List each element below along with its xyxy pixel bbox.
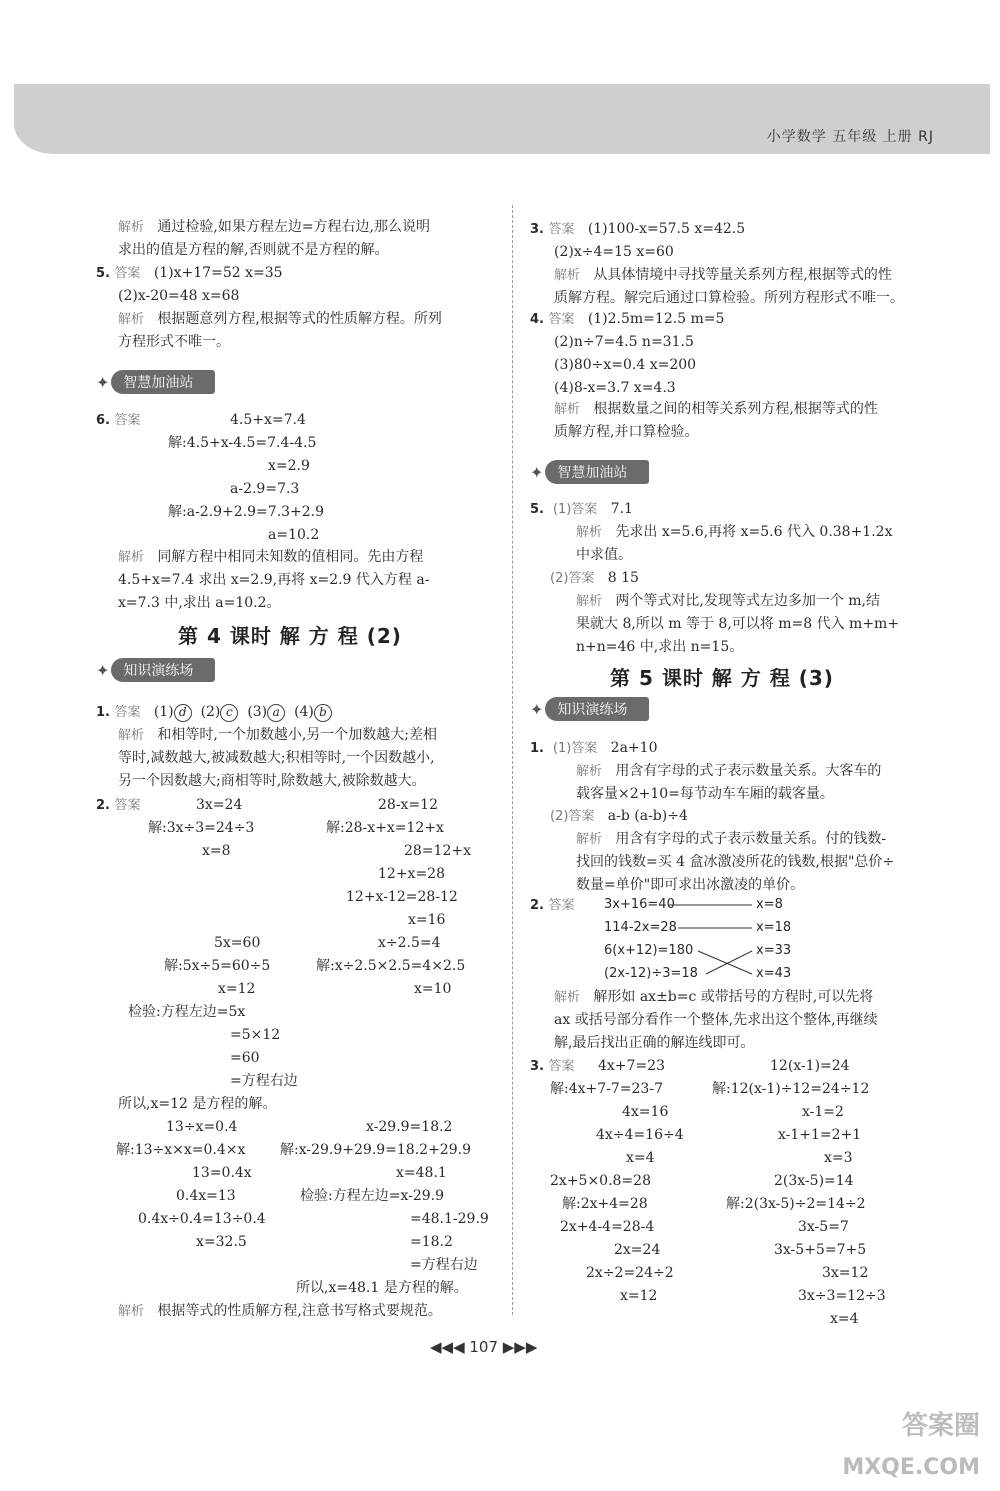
answer: (2)x-20=48 x=68 <box>118 288 240 304</box>
answer: (1)x+17=52 x=35 <box>153 265 283 281</box>
label-daan: (2)答案 <box>550 571 595 586</box>
label-daan: 答案 <box>548 312 575 327</box>
check-line: 检验:方程左边=x-29.9 <box>300 1188 444 1204</box>
check-line: 检验:方程左边=5x <box>128 1004 246 1020</box>
equation: 3x÷3=12÷3 <box>798 1288 886 1304</box>
label-daan: 答案 <box>548 898 575 913</box>
equation: 4x÷4=16÷4 <box>596 1127 684 1143</box>
star-icon: ✦ <box>96 372 110 392</box>
star-icon: ✦ <box>530 699 544 719</box>
text: 等时,减数越大,被减数越大;积相等时,一个因数越小, <box>118 750 435 766</box>
circled-answer: c <box>220 704 238 722</box>
equation: 0.4x=13 <box>176 1188 236 1204</box>
text: 根据数量之间的相等关系列方程,根据等式的性 <box>593 401 878 417</box>
label-jiexi: 解析 <box>118 220 145 235</box>
label-jiexi: 解析 <box>576 832 603 847</box>
check-line: =18.2 <box>410 1234 453 1250</box>
text: 果就大 8,所以 m 等于 8,可以将 m=8 代入 m+m+ <box>576 616 900 632</box>
text: 4.5+x=7.4 求出 x=2.9,再将 x=2.9 代入方程 a- <box>118 572 430 588</box>
equation: a=10.2 <box>268 527 320 543</box>
label-daan: 答案 <box>114 266 141 281</box>
answer: 7.1 <box>610 501 633 517</box>
equation: 解:12(x-1)÷12=24÷12 <box>712 1081 870 1097</box>
question-number: 2. <box>530 898 544 913</box>
text: 解形如 ax±b=c 或带括号的方程时,可以先将 <box>593 989 874 1005</box>
star-icon: ✦ <box>530 462 544 482</box>
label-daan: 答案 <box>548 222 575 237</box>
label-daan: (1)答案 <box>552 502 598 517</box>
check-line: =方程右边 <box>410 1257 478 1273</box>
equation: 0.4x÷0.4=13÷0.4 <box>138 1211 266 1227</box>
label-jiexi: 解析 <box>118 550 145 565</box>
match-right: x=8 <box>756 897 783 912</box>
text: 从具体情境中寻找等量关系列方程,根据等式的性 <box>593 267 892 283</box>
question-number: 2. <box>96 798 110 813</box>
equation: 解:x-29.9+29.9=18.2+29.9 <box>280 1142 471 1158</box>
answer: (1)2.5m=12.5 m=5 <box>587 311 725 327</box>
equation: 3x=24 <box>196 797 243 813</box>
equation: x=48.1 <box>396 1165 447 1181</box>
equation: 28=12+x <box>404 843 471 859</box>
check-line: =方程右边 <box>230 1073 298 1089</box>
choice: (4) <box>294 704 314 720</box>
text: 根据等式的性质解方程,注意书写格式要规范。 <box>157 1303 442 1319</box>
equation: 2x+4-4=28-4 <box>560 1219 655 1235</box>
equation: 28-x=12 <box>378 797 438 813</box>
question-number: 3. <box>530 1059 544 1074</box>
check-line: =5×12 <box>230 1027 281 1043</box>
equation: 解:a-2.9+2.9=7.3+2.9 <box>168 504 325 520</box>
label-daan: (1)答案 <box>552 741 598 756</box>
label-daan: 答案 <box>114 705 141 720</box>
banner-text: 知识演练场 <box>545 697 649 721</box>
s3 <box>530 1057 574 1076</box>
text: 和相等时,一个加数越小,另一个加数越大;差相 <box>157 727 437 743</box>
page-number: ◀◀◀ 107 ▶▶▶ <box>430 1338 538 1356</box>
equation: x=3 <box>824 1150 853 1166</box>
header-title: 小学数学 五年级 上册 RJ <box>766 129 934 145</box>
question-number: 6. <box>96 413 110 428</box>
equation: 3x=12 <box>822 1265 869 1281</box>
equation: x=16 <box>408 912 446 928</box>
check-line: =48.1-29.9 <box>410 1211 489 1227</box>
equation: x=32.5 <box>196 1234 247 1250</box>
check-conclusion: 所以,x=12 是方程的解。 <box>118 1096 277 1112</box>
match-left: 6(x+12)=180 <box>604 943 694 958</box>
equation: 12+x=28 <box>378 866 445 882</box>
equation: x=4 <box>830 1311 859 1327</box>
equation: 解:2(3x-5)÷2=14÷2 <box>726 1196 866 1212</box>
text: ax 或括号部分看作一个整体,先求出这个整体,再继续 <box>554 1012 878 1028</box>
text: 两个等式对比,发现等式左边多加一个 m,结 <box>615 593 880 609</box>
circled-answer: b <box>314 704 332 722</box>
label-jiexi: 解析 <box>554 268 581 283</box>
text: 方程形式不唯一。 <box>118 334 230 350</box>
banner-text: 智慧加油站 <box>111 370 215 394</box>
question-number: 1. <box>530 741 544 756</box>
equation: 5x=60 <box>214 935 261 951</box>
check-conclusion: 所以,x=48.1 是方程的解。 <box>296 1280 468 1296</box>
label-jiexi: 解析 <box>118 1304 145 1319</box>
banner-text: 智慧加油站 <box>545 460 649 484</box>
equation: 2x÷2=24÷2 <box>586 1265 674 1281</box>
answer: (4)8-x=3.7 x=4.3 <box>554 380 676 396</box>
text: 质解方程,并口算检验。 <box>554 424 699 440</box>
equation: 3x-5+5=7+5 <box>774 1242 867 1258</box>
text: 另一个因数越大;商相等时,除数越大,被除数越大。 <box>118 773 426 789</box>
answer: 2a+10 <box>610 740 658 756</box>
equation: x=4 <box>626 1150 655 1166</box>
label-daan: 答案 <box>114 413 141 428</box>
question-number: 3. <box>530 222 544 237</box>
answer: (1)100-x=57.5 x=42.5 <box>587 221 746 237</box>
match-right: x=43 <box>756 966 792 981</box>
equation: 解:28-x+x=12+x <box>326 820 444 836</box>
choice: (1) <box>153 704 174 720</box>
answer: (2)x÷4=15 x=60 <box>554 244 674 260</box>
question-number: 1. <box>96 705 110 720</box>
equation: 13÷x=0.4 <box>166 1119 238 1135</box>
equation: x-1+1=2+1 <box>778 1127 862 1143</box>
banner-text: 知识演练场 <box>111 658 215 682</box>
label-jiexi: 解析 <box>554 402 581 417</box>
equation: 解:5x÷5=60÷5 <box>164 958 271 974</box>
match-left: 114-2x=28 <box>604 920 677 935</box>
equation: 4x=16 <box>622 1104 669 1120</box>
text: x=7.3 中,求出 a=10.2。 <box>118 595 281 611</box>
match-line <box>698 951 752 974</box>
equation: x÷2.5=4 <box>378 935 441 951</box>
equation: x=12 <box>218 981 256 997</box>
equation: 解:2x+4=28 <box>562 1196 648 1212</box>
equation: 解:x÷2.5×2.5=4×2.5 <box>316 958 466 974</box>
watermark-url: MXQE.COM <box>842 1455 980 1480</box>
text: 先求出 x=5.6,再将 x=5.6 代入 0.38+1.2x <box>615 524 893 540</box>
text: 载客量×2+10=每节动车车厢的载客量。 <box>576 786 834 802</box>
label-jiexi: 解析 <box>576 525 603 540</box>
equation: 2x=24 <box>614 1242 661 1258</box>
lesson-5-title: 第 5 课时 解 方 程 (3) <box>610 666 834 690</box>
answer: (3)80÷x=0.4 x=200 <box>554 357 697 373</box>
label-jiexi: 解析 <box>576 764 603 779</box>
equation: x=8 <box>202 843 231 859</box>
match-right: x=33 <box>756 943 792 958</box>
label-jiexi: 解析 <box>118 312 145 327</box>
equation: x-1=2 <box>802 1104 844 1120</box>
equation: 解:4x+7-7=23-7 <box>550 1081 663 1097</box>
question-number: 5. <box>530 502 544 517</box>
check-line: =60 <box>230 1050 260 1066</box>
text: 求出的值是方程的解,否则就不是方程的解。 <box>118 242 389 258</box>
equation: x=12 <box>620 1288 658 1304</box>
text: 质解方程。解完后通过口算检验。所列方程形式不唯一。 <box>554 290 904 306</box>
text: 解,最后找出正确的解连线即可。 <box>554 1035 755 1051</box>
star-icon: ✦ <box>96 660 110 680</box>
equation: 解:3x÷3=24÷3 <box>148 820 255 836</box>
equation: x-29.9=18.2 <box>366 1119 453 1135</box>
answer: a-b (a-b)÷4 <box>607 808 688 824</box>
question-number: 4. <box>530 312 544 327</box>
choice: (3) <box>247 704 268 720</box>
equation: 解:13÷x×x=0.4×x <box>116 1142 246 1158</box>
equation: 4x+7=23 <box>598 1058 665 1074</box>
equation: 12(x-1)=24 <box>770 1058 850 1074</box>
label-jiexi: 解析 <box>554 990 581 1005</box>
text: 用含有字母的式子表示数量关系。付的钱数- <box>615 831 887 847</box>
circled-answer: a <box>267 704 285 722</box>
choice: (2) <box>200 704 221 720</box>
answer: (2)n÷7=4.5 n=31.5 <box>554 334 694 350</box>
equation: 13=0.4x <box>192 1165 252 1181</box>
match-left: (2x-12)÷3=18 <box>604 966 698 981</box>
label-daan: 答案 <box>114 798 141 813</box>
label-daan: (2)答案 <box>550 809 595 824</box>
answer: 8 15 <box>607 570 639 586</box>
explanation <box>554 988 873 1007</box>
label-jiexi: 解析 <box>118 728 145 743</box>
equation: 2x+5×0.8=28 <box>550 1173 651 1189</box>
equation: 2(3x-5)=14 <box>774 1173 854 1189</box>
equation: 12+x-12=28-12 <box>346 889 458 905</box>
watermark-logo: 答案圈 <box>901 1411 980 1441</box>
match-left: 3x+16=40 <box>604 897 675 912</box>
equation: 3x-5=7 <box>798 1219 849 1235</box>
label-daan: 答案 <box>548 1059 575 1074</box>
equation: 解:4.5+x-4.5=7.4-4.5 <box>168 435 317 451</box>
equation: x=10 <box>414 981 452 997</box>
text: 根据题意列方程,根据等式的性质解方程。所列 <box>157 311 442 327</box>
text: 通过检验,如果方程左边=方程右边,那么说明 <box>157 219 431 235</box>
circled-answer: d <box>174 704 192 722</box>
text: 同解方程中相同未知数的值相同。先由方程 <box>157 549 424 565</box>
label-jiexi: 解析 <box>576 594 603 609</box>
match-right: x=18 <box>756 920 792 935</box>
equation: 4.5+x=7.4 <box>230 412 306 428</box>
text: n+n=46 中,求出 n=15。 <box>576 639 744 655</box>
text: 找回的钱数=买 4 盒冰激凌所花的钱数,根据"总价÷ <box>576 854 895 870</box>
text: 用含有字母的式子表示数量关系。大客车的 <box>615 763 882 779</box>
equation: a-2.9=7.3 <box>230 481 300 497</box>
equation: x=2.9 <box>268 458 310 474</box>
lesson-4-title: 第 4 课时 解 方 程 (2) <box>178 624 402 648</box>
text: 中求值。 <box>576 547 632 563</box>
text: 数量=单价"即可求出冰激凌的单价。 <box>576 877 805 893</box>
question-number: 5. <box>96 266 110 281</box>
